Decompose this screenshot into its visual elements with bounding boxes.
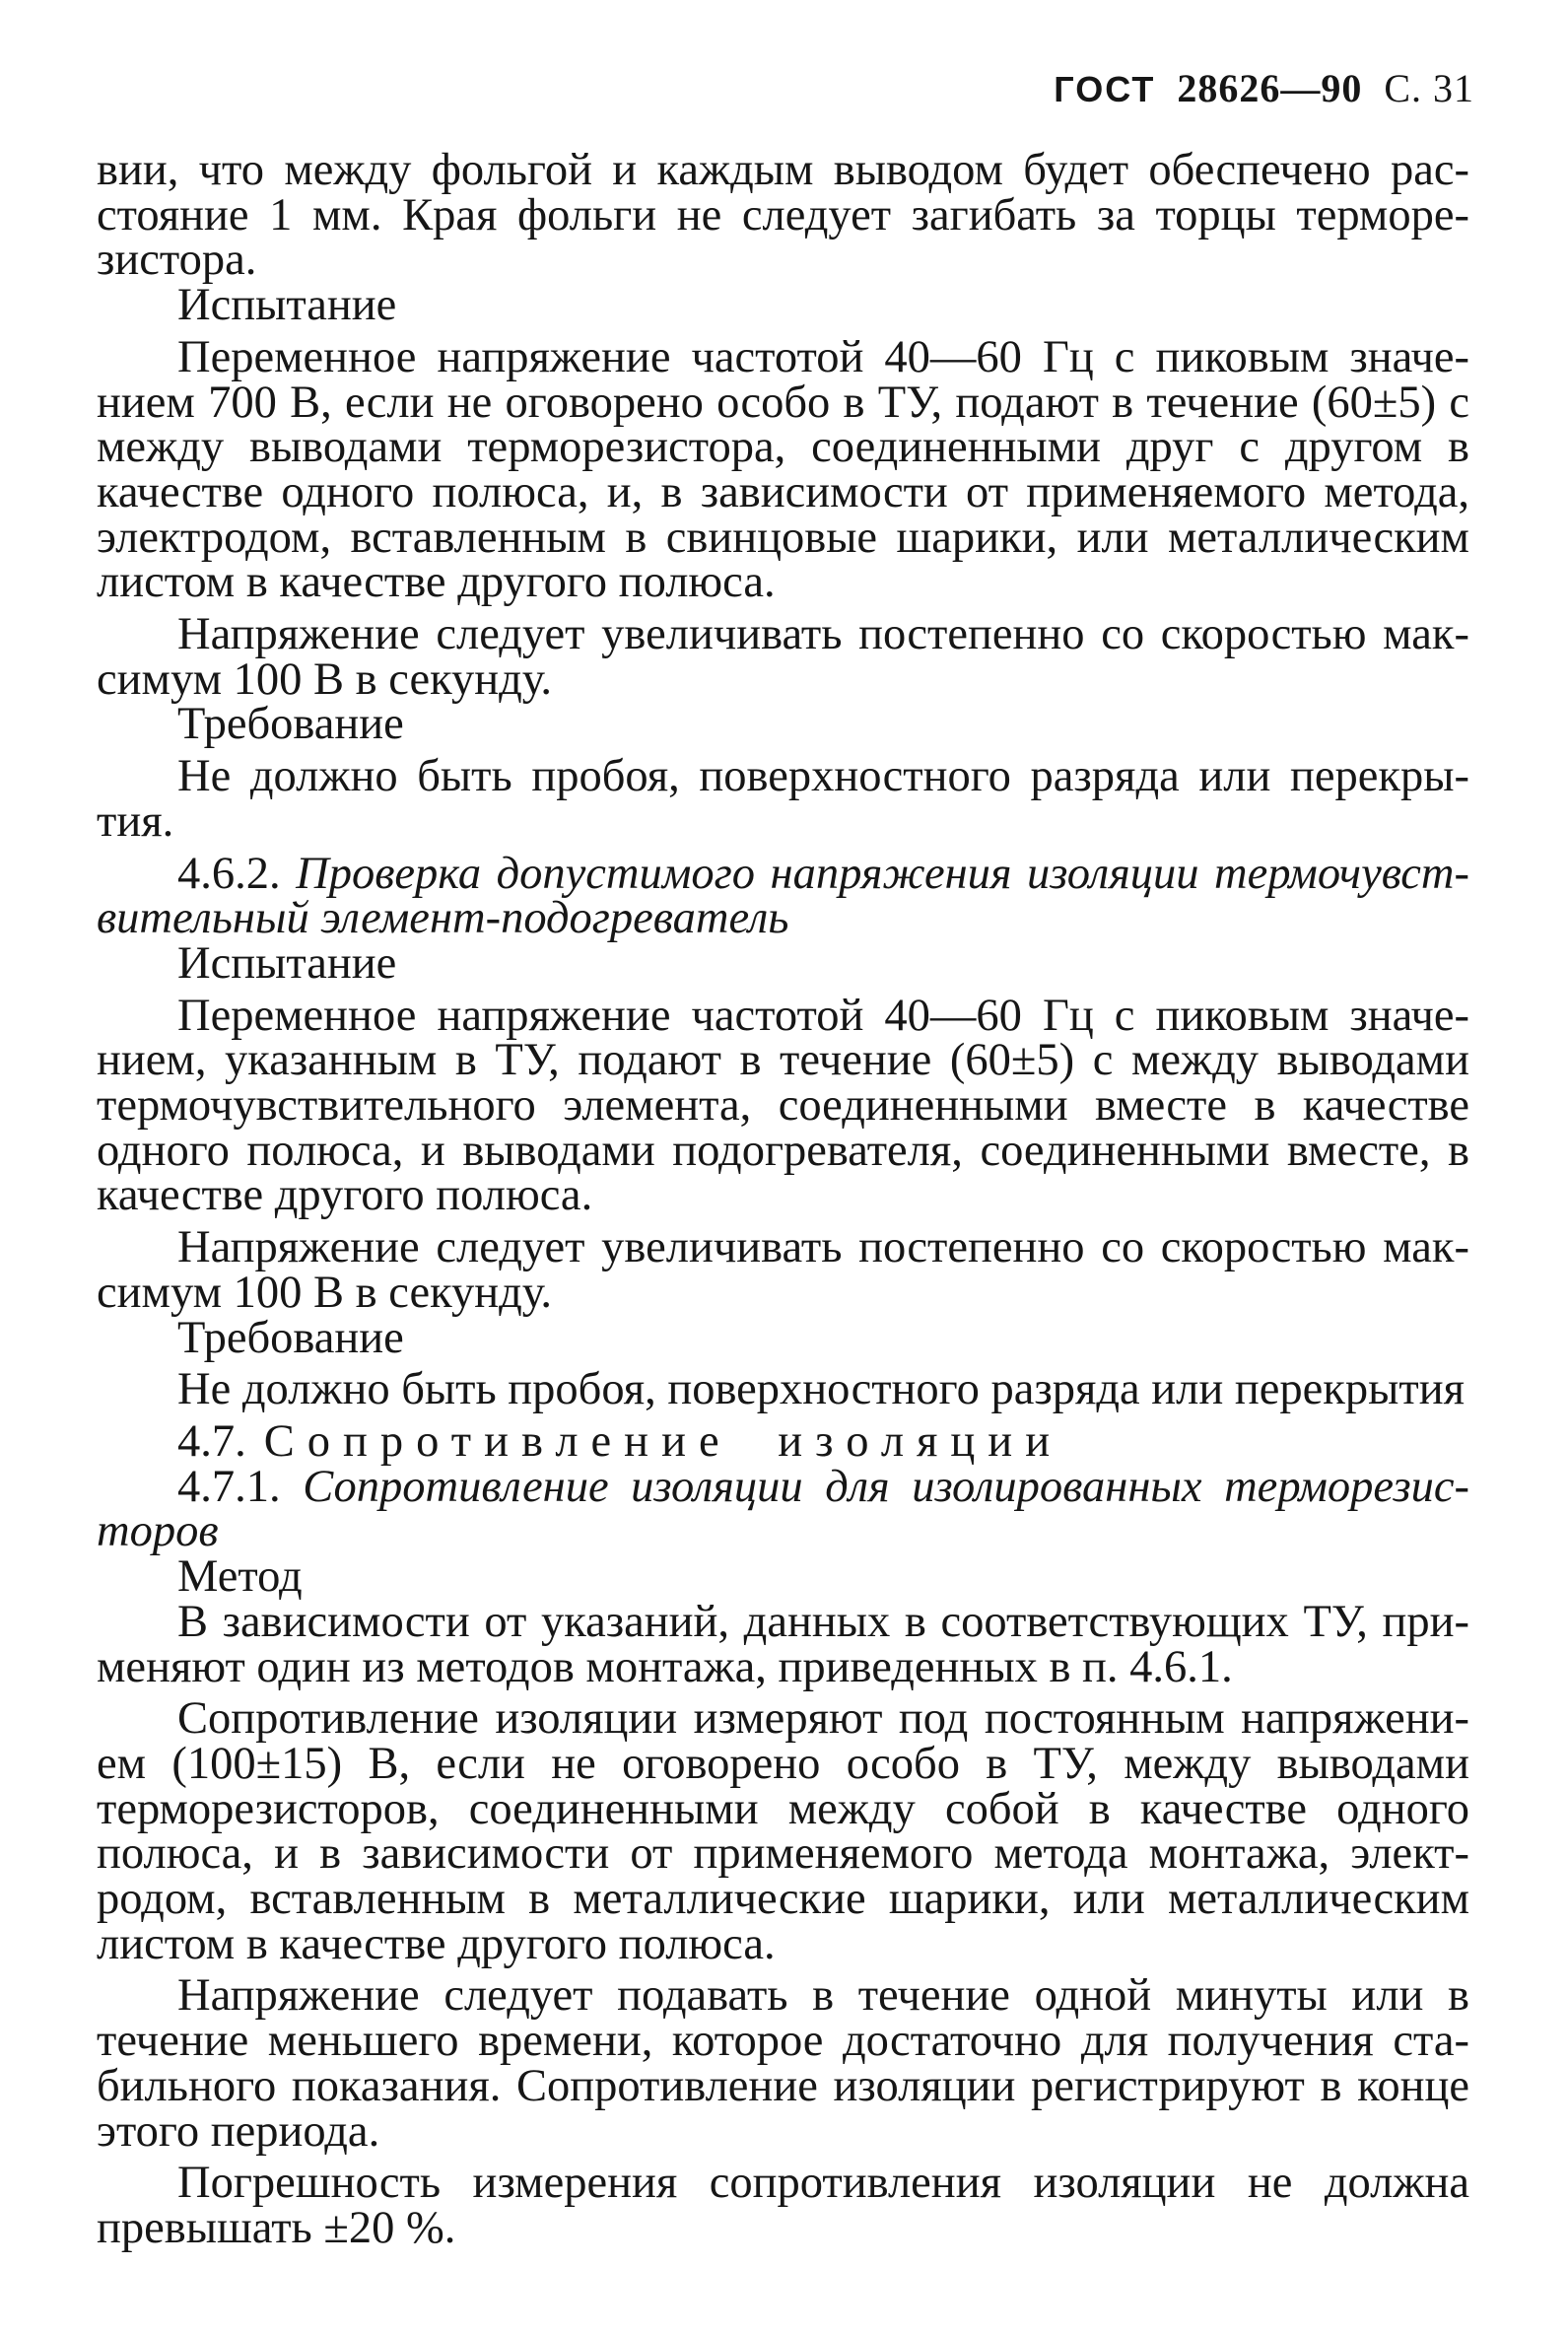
rate-paragraph-2: Напряжение следует увеличивать постепенно со скоростью максимум 100 В в секунду. <box>97 1222 1469 1318</box>
section-4-6-2-number: 4.6.2. <box>177 848 281 899</box>
method-label: Метод <box>177 1551 303 1603</box>
section-4-7-1-heading <box>97 1461 1469 1557</box>
requirement-paragraph-1: Не должно быть пробоя, поверхностного разряда или перекрытия. <box>97 751 1469 847</box>
section-4-7-1-title: Сопротивление изоляции для изолированных терморезисторов <box>97 1461 1469 1557</box>
apply-paragraph: Напряжение следует подавать в течение одной минуты или в течение меньшего времени, которое достаточно для получения стабильного показания. Сопротивление изоляции регистрируют в конце этого периода. <box>97 1970 1469 2157</box>
body-text <box>97 145 1470 2253</box>
standard-number: 28626—90 <box>1177 66 1363 110</box>
continuation-paragraph: вии, что между фольгой и каждым выводом будет обеспечено расстояние 1 мм. Края фольги не следует загибать за торцы терморезистора. <box>97 145 1469 286</box>
requirement-label-1: Требование <box>177 699 404 750</box>
error-paragraph: Погрешность измерения сопротивления изоляции не должна превышать ±20 %. <box>97 2158 1469 2253</box>
measure-paragraph: Сопротивление изоляции измеряют под постоянным напряжением (100±15) В, если не оговорено особо в ТУ, между выводами терморезисторов, соединенными между собой в качестве одного полюса, и в зависимости от применяемого метода монтажа, электродом, вставленным в металлические шарики, или металлическим листом в качестве другого полюса. <box>97 1693 1469 1969</box>
method-paragraph: В зависимости от указаний, данных в соответствующих ТУ, применяют один из методов монтажа, приведенных в п. 4.6.1. <box>97 1596 1469 1692</box>
section-4-7-number: 4.7. <box>177 1415 246 1467</box>
standard-name: ГОСТ <box>1054 69 1156 109</box>
section-4-7-title: Сопротивление изоляции <box>263 1415 1063 1467</box>
test-paragraph-2: Переменное напряжение частотой 40—60 Гц с пиковым значением, указанным в ТУ, подают в течение (60±5) с между выводами термочувствительного элемента, соединенными вместе в качестве одного полюса, и выводами подогревателя, соединенными вместе, в качестве другого полюса. <box>97 990 1469 1221</box>
running-header <box>1054 65 1474 111</box>
requirement-label-2: Требование <box>177 1312 404 1363</box>
section-4-6-2-title: Проверка допустимого напряжения изоляции термочувствительный элемент-подогреватель <box>97 848 1470 944</box>
section-4-6-2-heading <box>97 848 1470 944</box>
section-4-7-1-number: 4.7.1. <box>177 1461 281 1512</box>
test-label-1: Испытание <box>177 280 397 331</box>
test-paragraph-1: Переменное напряжение частотой 40—60 Гц с пиковым значением 700 В, если не оговорено особо в ТУ, подают в течение (60±5) с между выводами терморезистора, соединенными друг с другом в качестве одного полюса, и, в зависимости от применяемого метода, электродом, вставленным в свинцовые шарики, или металлическим листом в качестве другого полюса. <box>97 331 1469 608</box>
requirement-paragraph-2: Не должно быть пробоя, поверхностного разряда или перекрытия <box>177 1364 1465 1415</box>
section-4-7-heading <box>97 1415 1469 1467</box>
page-number: С. 31 <box>1384 66 1474 110</box>
test-label-2: Испытание <box>177 937 397 989</box>
rate-paragraph-1: Напряжение следует увеличивать постепенно со скоростью максимум 100 В в секунду. <box>97 609 1469 705</box>
